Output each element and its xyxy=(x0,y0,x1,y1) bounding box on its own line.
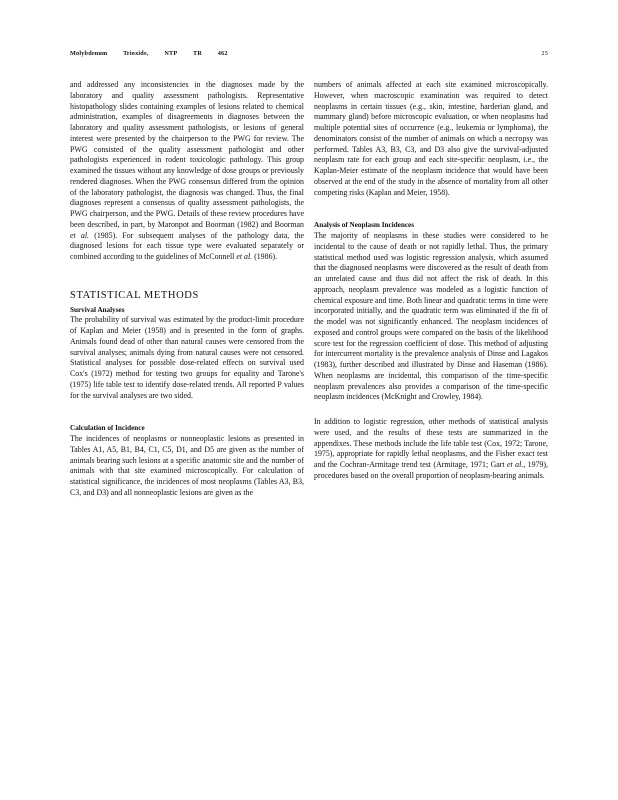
running-head-part: Trioxide, xyxy=(123,50,149,57)
left-column xyxy=(70,80,304,499)
paragraph-text: (1986). xyxy=(254,252,278,261)
right-column xyxy=(314,80,548,482)
paragraph-text: and addressed any inconsistencies in the diagnoses made by the laboratory and quality assessment pathologists. Representative histopathology slides containing examples of lesions related to chemical administration, examples of disagreements in diagnoses between the laboratory and quality assessment pathologists, or lesions of general interest were presented by the chairperson to the PWG for review. The PWG consisted of the quality assessment pathologist and other pathologists experienced in rodent toxicologic pathology. This group examined the tissues without any knowledge of dose groups or previously rendered diagnoses. When the PWG consensus differed from the opinion of the laboratory pathologist, the diagnosis was changed. Thus, the final diagnoses represent a consensus of quality assessment pathologists, the PWG chairperson, and the PWG. Details of these review procedures have been described, in part, by Maronpot and Boorman (1982) and Boorman xyxy=(70,80,304,229)
paragraph xyxy=(70,80,304,263)
subsection-heading: Survival Analyses xyxy=(70,305,125,314)
running-head-title xyxy=(70,50,548,57)
paragraph-text: , 1979), procedures based on the overall proportion of neoplasm-bearing animals. xyxy=(314,460,549,480)
running-head-part: 462 xyxy=(217,50,228,57)
running-head-part: Molybdenum xyxy=(70,50,108,57)
italic-text: et al. xyxy=(236,252,253,261)
paragraph: The incidences of neoplasms or nonneoplastic lesions as presented in Tables A1, A5, B1, B4, C1, C5, D1, and D5 are given as the number of animals bearing such lesions at a specific anatomic site and the number of animals with that site examined microscopically. For calculation of statistical significance, the incidences of most neoplasms (Tables A3, B3, C3, and D3) and all nonneoplastic lesions are given as the xyxy=(70,434,304,497)
paragraph: The majority of neoplasms in these studies were considered to be incidental to the cause of death or not rapidly lethal. Thus, the primary statistical method used was logistic regression analysis, which assumed that the diagnosed neoplasms were discovered as the result of death from an unrelated cause and thus did not affect the risk of death. In this approach, neoplasm prevalence was modeled as a logistic function of chemical exposure and time. Both linear and quadratic terms in time were incorporated initially, and the quadratic term was eliminated if the fit of the model was not significantly enhanced. The neoplasm incidences of exposed and control groups were compared on the basis of the likelihood score test for the regression coefficient of dose. This method of adjusting for intercurrent mortality is the prevalence analysis of Dinse and Lagakos (1983), further described and illustrated by Dinse and Haseman (1986). When neoplasms are incidental, this comparison of the time-specific neoplasm prevalences also provides a comparison of the time-specific neoplasm incidences (McKnight and Crowley, 1984). xyxy=(314,231,548,402)
paragraph: numbers of animals affected at each site examined microscopically. However, when macroscopic examination was required to detect neoplasms in certain tissues (e.g., skin, intestine, harderian gland, and mammary gland) before microscopic evaluation, or when neoplasms had multiple potential sites of occurrence (e.g., leukemia or lymphoma), the denominators consist of the number of animals on which a necropsy was performed. Tables A3, B3, C3, and D3 also give the survival-adjusted neoplasm rate for each group and each site-specific neoplasm, i.e., the Kaplan-Meier estimate of the neoplasm incidence that would have been observed at the end of the study in the absence of mortality from all other competing risks (Kaplan and Meier, 1958). xyxy=(314,80,548,197)
section-heading: STATISTICAL METHODS xyxy=(70,289,199,301)
paragraph-text: (1985). For subsequent analyses of the pathology data, the diagnosed lesions for each tissue type were evaluated separately or combined according to the guidelines of McConnell xyxy=(70,230,305,261)
italic-text: et al. xyxy=(507,460,524,469)
page-number: 25 xyxy=(541,50,548,57)
paragraph-text: In addition to logistic regression, other methods of statistical analysis were used, and the results of these tests are summarized in the appendixes. These methods include the life table test (Cox, 1972; Tarone, 1975), appropriate for rapidly lethal neoplasms, and the Fisher exact test and the Cochran-Armitage trend test (Armitage, 1971; Gart xyxy=(314,417,548,469)
running-head-part: NTP xyxy=(164,50,178,57)
subsection-heading: Analysis of Neoplasm Incidences xyxy=(314,221,415,230)
paragraph xyxy=(314,417,548,482)
subsection-heading: Calculation of Incidence xyxy=(70,424,145,433)
running-head xyxy=(70,50,548,57)
italic-text: et al. xyxy=(70,230,89,240)
running-head-part: TR xyxy=(193,50,203,57)
paragraph: The probability of survival was estimated by the product-limit procedure of Kaplan and Meier (1958) and is presented in the form of graphs. Animals found dead of other than natural causes were censored from the survival analyses; animals dying from natural causes were not censored. Statistical analyses for possible dose-related effects on survival used Cox's (1972) method for testing two groups for equality and Tarone's (1975) life table test to identify dose-related trends. All reported P values for the survival analyses are two sided. xyxy=(70,315,304,400)
